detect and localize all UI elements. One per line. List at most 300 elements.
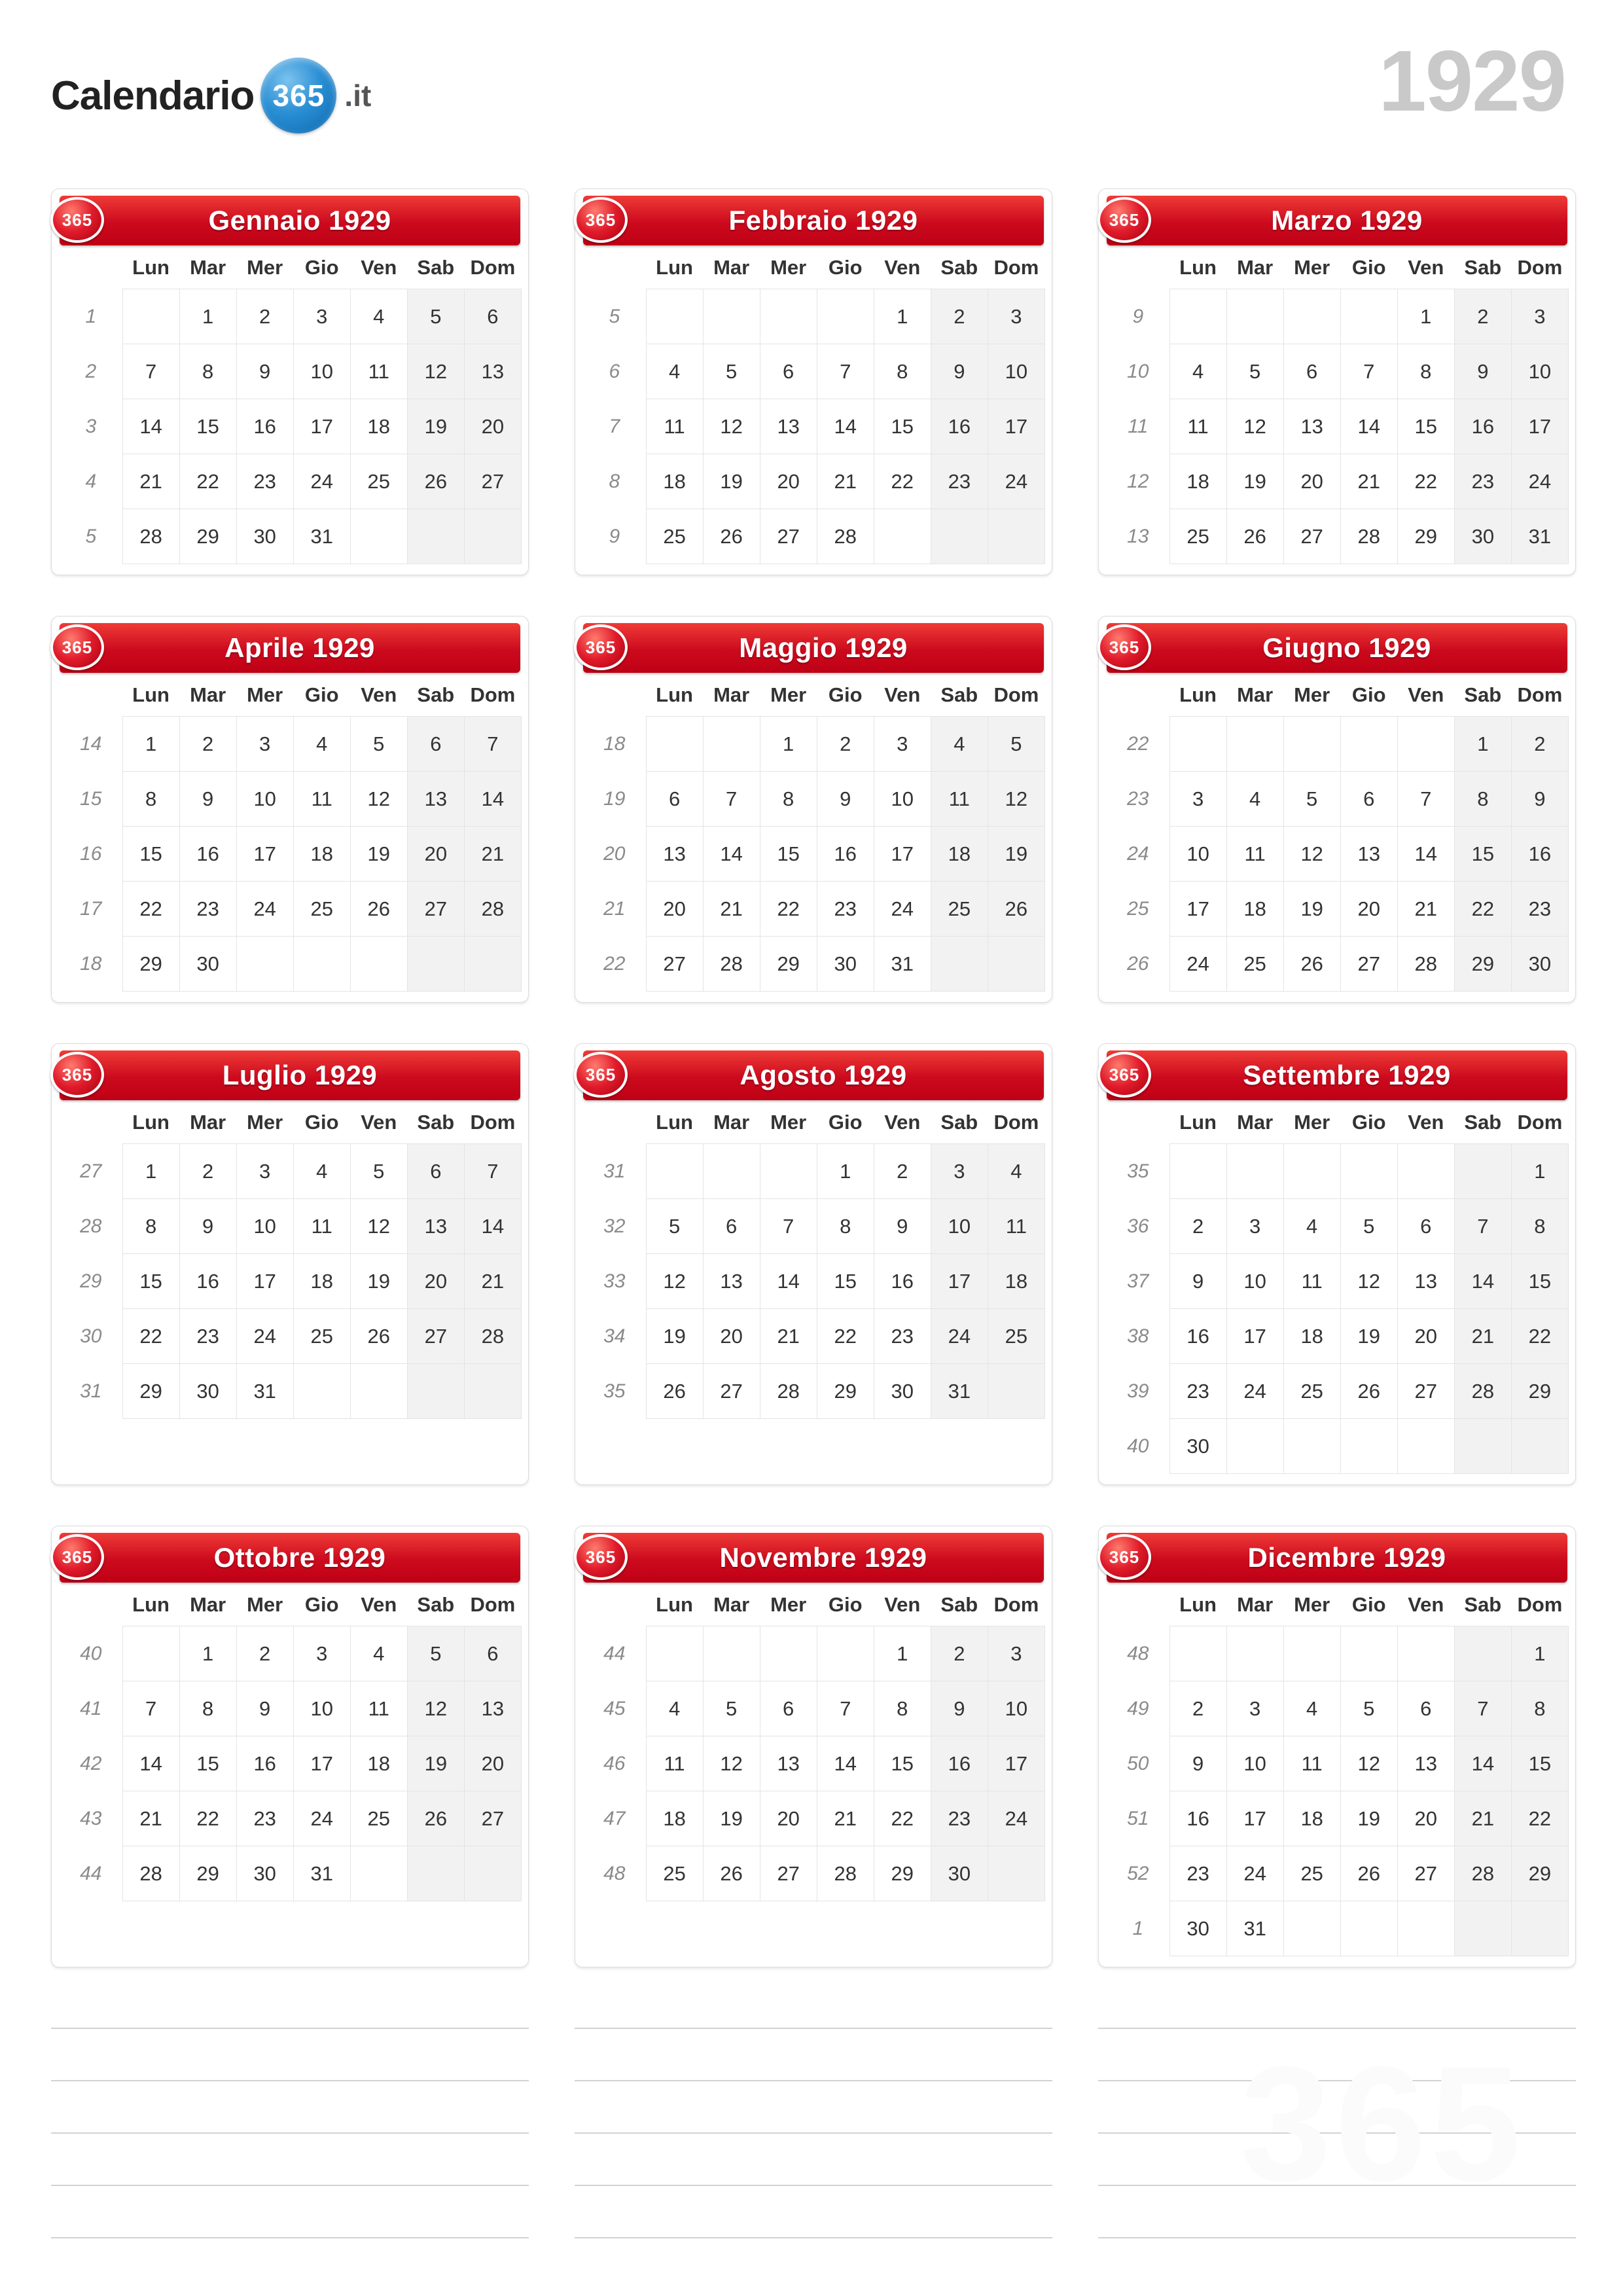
day-cell[interactable]: 12 — [407, 1681, 464, 1736]
day-cell[interactable]: 5 — [1283, 772, 1340, 827]
day-cell[interactable]: 7 — [1454, 1681, 1511, 1736]
day-cell[interactable]: 28 — [1454, 1364, 1511, 1419]
day-cell[interactable]: 3 — [236, 1144, 293, 1199]
day-cell[interactable]: 9 — [236, 1681, 293, 1736]
day-cell[interactable]: 9 — [179, 772, 236, 827]
day-cell[interactable]: 11 — [646, 1736, 703, 1791]
day-cell[interactable]: 5 — [1226, 344, 1283, 399]
day-cell[interactable]: 4 — [350, 289, 407, 344]
day-cell[interactable]: 23 — [1169, 1364, 1226, 1419]
day-cell[interactable]: 8 — [179, 344, 236, 399]
day-cell[interactable]: 20 — [703, 1309, 760, 1364]
day-cell[interactable]: 19 — [646, 1309, 703, 1364]
day-cell[interactable]: 23 — [236, 454, 293, 509]
day-cell[interactable]: 11 — [1283, 1254, 1340, 1309]
notes-line[interactable] — [1098, 2134, 1576, 2186]
day-cell[interactable]: 16 — [179, 1254, 236, 1309]
day-cell[interactable]: 6 — [407, 1144, 464, 1199]
day-cell[interactable]: 21 — [1454, 1309, 1511, 1364]
notes-line[interactable] — [51, 2029, 529, 2081]
day-cell[interactable]: 1 — [760, 717, 817, 772]
day-cell[interactable]: 6 — [760, 344, 817, 399]
day-cell[interactable]: 6 — [646, 772, 703, 827]
day-cell[interactable]: 1 — [179, 289, 236, 344]
day-cell[interactable]: 7 — [122, 344, 179, 399]
day-cell[interactable]: 9 — [817, 772, 874, 827]
day-cell[interactable]: 24 — [1511, 454, 1568, 509]
day-cell[interactable]: 10 — [236, 1199, 293, 1254]
day-cell[interactable]: 1 — [122, 1144, 179, 1199]
day-cell[interactable]: 21 — [1454, 1791, 1511, 1846]
day-cell[interactable]: 16 — [874, 1254, 931, 1309]
day-cell[interactable]: 13 — [1397, 1254, 1454, 1309]
day-cell[interactable]: 25 — [646, 1846, 703, 1901]
day-cell[interactable]: 4 — [1283, 1199, 1340, 1254]
day-cell[interactable]: 27 — [1397, 1846, 1454, 1901]
day-cell[interactable]: 12 — [350, 1199, 407, 1254]
day-cell[interactable]: 1 — [1454, 717, 1511, 772]
day-cell[interactable]: 30 — [817, 937, 874, 992]
day-cell[interactable]: 26 — [1283, 937, 1340, 992]
day-cell[interactable]: 24 — [988, 454, 1044, 509]
day-cell[interactable]: 5 — [988, 717, 1044, 772]
day-cell[interactable]: 30 — [236, 509, 293, 564]
day-cell[interactable]: 29 — [179, 509, 236, 564]
day-cell[interactable]: 15 — [760, 827, 817, 882]
day-cell[interactable]: 22 — [122, 1309, 179, 1364]
day-cell[interactable]: 17 — [1226, 1791, 1283, 1846]
day-cell[interactable]: 6 — [407, 717, 464, 772]
day-cell[interactable]: 15 — [1397, 399, 1454, 454]
day-cell[interactable]: 10 — [293, 1681, 350, 1736]
day-cell[interactable]: 13 — [1340, 827, 1397, 882]
day-cell[interactable]: 26 — [407, 1791, 464, 1846]
day-cell[interactable]: 9 — [236, 344, 293, 399]
day-cell[interactable]: 29 — [1511, 1364, 1568, 1419]
day-cell[interactable]: 15 — [179, 399, 236, 454]
day-cell[interactable]: 28 — [122, 509, 179, 564]
day-cell[interactable]: 7 — [1340, 344, 1397, 399]
day-cell[interactable]: 25 — [293, 882, 350, 937]
day-cell[interactable]: 9 — [1169, 1254, 1226, 1309]
day-cell[interactable]: 5 — [1340, 1199, 1397, 1254]
day-cell[interactable]: 20 — [407, 1254, 464, 1309]
day-cell[interactable]: 11 — [1169, 399, 1226, 454]
day-cell[interactable]: 11 — [1226, 827, 1283, 882]
day-cell[interactable]: 7 — [1454, 1199, 1511, 1254]
day-cell[interactable]: 16 — [1169, 1791, 1226, 1846]
day-cell[interactable]: 20 — [646, 882, 703, 937]
notes-line[interactable] — [575, 1977, 1052, 2029]
day-cell[interactable]: 18 — [931, 827, 988, 882]
day-cell[interactable]: 16 — [931, 399, 988, 454]
day-cell[interactable]: 2 — [179, 717, 236, 772]
day-cell[interactable]: 22 — [179, 1791, 236, 1846]
day-cell[interactable]: 20 — [1340, 882, 1397, 937]
day-cell[interactable]: 19 — [1283, 882, 1340, 937]
day-cell[interactable]: 16 — [236, 1736, 293, 1791]
day-cell[interactable]: 3 — [1169, 772, 1226, 827]
day-cell[interactable]: 20 — [760, 1791, 817, 1846]
day-cell[interactable]: 21 — [1340, 454, 1397, 509]
day-cell[interactable]: 12 — [1226, 399, 1283, 454]
day-cell[interactable]: 4 — [1283, 1681, 1340, 1736]
day-cell[interactable]: 28 — [464, 882, 521, 937]
day-cell[interactable]: 2 — [179, 1144, 236, 1199]
day-cell[interactable]: 17 — [236, 1254, 293, 1309]
day-cell[interactable]: 7 — [464, 1144, 521, 1199]
day-cell[interactable]: 30 — [179, 1364, 236, 1419]
day-cell[interactable]: 5 — [350, 717, 407, 772]
day-cell[interactable]: 25 — [293, 1309, 350, 1364]
day-cell[interactable]: 18 — [350, 1736, 407, 1791]
day-cell[interactable]: 15 — [1511, 1736, 1568, 1791]
notes-line[interactable] — [575, 2081, 1052, 2134]
day-cell[interactable]: 21 — [122, 1791, 179, 1846]
day-cell[interactable]: 8 — [1454, 772, 1511, 827]
day-cell[interactable]: 27 — [464, 1791, 521, 1846]
day-cell[interactable]: 28 — [464, 1309, 521, 1364]
day-cell[interactable]: 22 — [1511, 1791, 1568, 1846]
day-cell[interactable]: 30 — [931, 1846, 988, 1901]
day-cell[interactable]: 18 — [293, 827, 350, 882]
day-cell[interactable]: 4 — [646, 1681, 703, 1736]
day-cell[interactable]: 5 — [350, 1144, 407, 1199]
day-cell[interactable]: 3 — [1511, 289, 1568, 344]
day-cell[interactable]: 31 — [931, 1364, 988, 1419]
day-cell[interactable]: 28 — [1397, 937, 1454, 992]
day-cell[interactable]: 20 — [1397, 1791, 1454, 1846]
day-cell[interactable]: 3 — [1226, 1681, 1283, 1736]
day-cell[interactable]: 4 — [1226, 772, 1283, 827]
day-cell[interactable]: 5 — [703, 344, 760, 399]
day-cell[interactable]: 19 — [1226, 454, 1283, 509]
day-cell[interactable]: 25 — [1226, 937, 1283, 992]
day-cell[interactable]: 13 — [760, 1736, 817, 1791]
day-cell[interactable]: 23 — [1169, 1846, 1226, 1901]
day-cell[interactable]: 1 — [122, 717, 179, 772]
day-cell[interactable]: 26 — [1226, 509, 1283, 564]
day-cell[interactable]: 5 — [407, 289, 464, 344]
day-cell[interactable]: 24 — [931, 1309, 988, 1364]
day-cell[interactable]: 5 — [703, 1681, 760, 1736]
day-cell[interactable]: 6 — [760, 1681, 817, 1736]
day-cell[interactable]: 7 — [1397, 772, 1454, 827]
day-cell[interactable]: 30 — [1511, 937, 1568, 992]
notes-line[interactable] — [1098, 2081, 1576, 2134]
day-cell[interactable]: 14 — [122, 399, 179, 454]
day-cell[interactable]: 18 — [1169, 454, 1226, 509]
day-cell[interactable]: 17 — [988, 1736, 1044, 1791]
day-cell[interactable]: 13 — [464, 344, 521, 399]
day-cell[interactable]: 1 — [1397, 289, 1454, 344]
day-cell[interactable]: 7 — [122, 1681, 179, 1736]
day-cell[interactable]: 7 — [817, 1681, 874, 1736]
day-cell[interactable]: 23 — [236, 1791, 293, 1846]
day-cell[interactable]: 27 — [760, 509, 817, 564]
day-cell[interactable]: 18 — [1283, 1309, 1340, 1364]
day-cell[interactable]: 17 — [236, 827, 293, 882]
day-cell[interactable]: 27 — [1397, 1364, 1454, 1419]
day-cell[interactable]: 3 — [1226, 1199, 1283, 1254]
day-cell[interactable]: 1 — [874, 1626, 931, 1681]
day-cell[interactable]: 27 — [1283, 509, 1340, 564]
day-cell[interactable]: 14 — [703, 827, 760, 882]
day-cell[interactable]: 17 — [874, 827, 931, 882]
day-cell[interactable]: 14 — [1340, 399, 1397, 454]
day-cell[interactable]: 5 — [1340, 1681, 1397, 1736]
day-cell[interactable]: 22 — [760, 882, 817, 937]
day-cell[interactable]: 3 — [874, 717, 931, 772]
day-cell[interactable]: 14 — [1454, 1736, 1511, 1791]
day-cell[interactable]: 13 — [646, 827, 703, 882]
day-cell[interactable]: 11 — [988, 1199, 1044, 1254]
day-cell[interactable]: 21 — [464, 827, 521, 882]
day-cell[interactable]: 21 — [817, 1791, 874, 1846]
day-cell[interactable]: 26 — [350, 882, 407, 937]
day-cell[interactable]: 8 — [179, 1681, 236, 1736]
day-cell[interactable]: 14 — [464, 1199, 521, 1254]
day-cell[interactable]: 3 — [931, 1144, 988, 1199]
day-cell[interactable]: 24 — [1226, 1846, 1283, 1901]
day-cell[interactable]: 8 — [122, 772, 179, 827]
day-cell[interactable]: 22 — [122, 882, 179, 937]
day-cell[interactable]: 24 — [293, 454, 350, 509]
day-cell[interactable]: 31 — [1511, 509, 1568, 564]
day-cell[interactable]: 29 — [1511, 1846, 1568, 1901]
day-cell[interactable]: 7 — [703, 772, 760, 827]
day-cell[interactable]: 20 — [760, 454, 817, 509]
day-cell[interactable]: 5 — [646, 1199, 703, 1254]
day-cell[interactable]: 22 — [817, 1309, 874, 1364]
day-cell[interactable]: 17 — [1226, 1309, 1283, 1364]
day-cell[interactable]: 1 — [1511, 1626, 1568, 1681]
day-cell[interactable]: 16 — [236, 399, 293, 454]
day-cell[interactable]: 18 — [1283, 1791, 1340, 1846]
day-cell[interactable]: 19 — [407, 399, 464, 454]
day-cell[interactable]: 31 — [874, 937, 931, 992]
day-cell[interactable]: 25 — [988, 1309, 1044, 1364]
day-cell[interactable]: 21 — [703, 882, 760, 937]
day-cell[interactable]: 3 — [988, 1626, 1044, 1681]
day-cell[interactable]: 15 — [874, 1736, 931, 1791]
day-cell[interactable]: 16 — [1169, 1309, 1226, 1364]
day-cell[interactable]: 9 — [1511, 772, 1568, 827]
day-cell[interactable]: 18 — [988, 1254, 1044, 1309]
day-cell[interactable]: 18 — [646, 1791, 703, 1846]
day-cell[interactable]: 30 — [1169, 1419, 1226, 1474]
day-cell[interactable]: 23 — [1454, 454, 1511, 509]
day-cell[interactable]: 20 — [407, 827, 464, 882]
day-cell[interactable]: 27 — [760, 1846, 817, 1901]
day-cell[interactable]: 7 — [817, 344, 874, 399]
day-cell[interactable]: 29 — [760, 937, 817, 992]
day-cell[interactable]: 2 — [1169, 1199, 1226, 1254]
day-cell[interactable]: 12 — [1340, 1736, 1397, 1791]
day-cell[interactable]: 6 — [1283, 344, 1340, 399]
day-cell[interactable]: 30 — [179, 937, 236, 992]
day-cell[interactable]: 6 — [703, 1199, 760, 1254]
day-cell[interactable]: 25 — [931, 882, 988, 937]
day-cell[interactable]: 14 — [817, 1736, 874, 1791]
day-cell[interactable]: 15 — [1511, 1254, 1568, 1309]
day-cell[interactable]: 6 — [464, 289, 521, 344]
day-cell[interactable]: 11 — [293, 772, 350, 827]
day-cell[interactable]: 24 — [1169, 937, 1226, 992]
notes-line[interactable] — [575, 2029, 1052, 2081]
day-cell[interactable]: 5 — [407, 1626, 464, 1681]
day-cell[interactable]: 25 — [1169, 509, 1226, 564]
day-cell[interactable]: 12 — [1340, 1254, 1397, 1309]
day-cell[interactable]: 31 — [293, 509, 350, 564]
day-cell[interactable]: 10 — [293, 344, 350, 399]
day-cell[interactable]: 2 — [874, 1144, 931, 1199]
day-cell[interactable]: 25 — [350, 1791, 407, 1846]
day-cell[interactable]: 13 — [464, 1681, 521, 1736]
day-cell[interactable]: 15 — [1454, 827, 1511, 882]
day-cell[interactable]: 21 — [464, 1254, 521, 1309]
day-cell[interactable]: 4 — [293, 717, 350, 772]
day-cell[interactable]: 8 — [1397, 344, 1454, 399]
day-cell[interactable]: 4 — [931, 717, 988, 772]
day-cell[interactable]: 18 — [646, 454, 703, 509]
day-cell[interactable]: 8 — [1511, 1681, 1568, 1736]
day-cell[interactable]: 29 — [1454, 937, 1511, 992]
day-cell[interactable]: 21 — [1397, 882, 1454, 937]
day-cell[interactable]: 18 — [350, 399, 407, 454]
day-cell[interactable]: 13 — [703, 1254, 760, 1309]
notes-line[interactable] — [575, 2134, 1052, 2186]
day-cell[interactable]: 4 — [988, 1144, 1044, 1199]
notes-line[interactable] — [51, 2186, 529, 2238]
day-cell[interactable]: 2 — [236, 1626, 293, 1681]
day-cell[interactable]: 31 — [236, 1364, 293, 1419]
day-cell[interactable]: 30 — [236, 1846, 293, 1901]
day-cell[interactable]: 8 — [874, 344, 931, 399]
day-cell[interactable]: 27 — [407, 1309, 464, 1364]
day-cell[interactable]: 25 — [646, 509, 703, 564]
day-cell[interactable]: 8 — [817, 1199, 874, 1254]
day-cell[interactable]: 17 — [988, 399, 1044, 454]
day-cell[interactable]: 25 — [1283, 1846, 1340, 1901]
day-cell[interactable]: 17 — [293, 1736, 350, 1791]
notes-line[interactable] — [51, 2134, 529, 2186]
day-cell[interactable]: 9 — [179, 1199, 236, 1254]
day-cell[interactable]: 3 — [236, 717, 293, 772]
day-cell[interactable]: 2 — [931, 289, 988, 344]
day-cell[interactable]: 1 — [874, 289, 931, 344]
day-cell[interactable]: 17 — [1511, 399, 1568, 454]
day-cell[interactable]: 11 — [293, 1199, 350, 1254]
day-cell[interactable]: 10 — [1226, 1254, 1283, 1309]
day-cell[interactable]: 6 — [464, 1626, 521, 1681]
day-cell[interactable]: 11 — [646, 399, 703, 454]
day-cell[interactable]: 14 — [760, 1254, 817, 1309]
day-cell[interactable]: 26 — [350, 1309, 407, 1364]
day-cell[interactable]: 13 — [407, 1199, 464, 1254]
day-cell[interactable]: 10 — [988, 1681, 1044, 1736]
day-cell[interactable]: 21 — [817, 454, 874, 509]
day-cell[interactable]: 12 — [988, 772, 1044, 827]
day-cell[interactable]: 26 — [1340, 1846, 1397, 1901]
day-cell[interactable]: 7 — [760, 1199, 817, 1254]
day-cell[interactable]: 31 — [1226, 1901, 1283, 1956]
day-cell[interactable]: 19 — [407, 1736, 464, 1791]
day-cell[interactable]: 26 — [703, 509, 760, 564]
day-cell[interactable]: 12 — [703, 1736, 760, 1791]
day-cell[interactable]: 31 — [293, 1846, 350, 1901]
day-cell[interactable]: 30 — [874, 1364, 931, 1419]
day-cell[interactable]: 11 — [931, 772, 988, 827]
day-cell[interactable]: 10 — [1169, 827, 1226, 882]
day-cell[interactable]: 25 — [1283, 1364, 1340, 1419]
day-cell[interactable]: 10 — [1511, 344, 1568, 399]
notes-line[interactable] — [575, 2186, 1052, 2238]
day-cell[interactable]: 22 — [1511, 1309, 1568, 1364]
day-cell[interactable]: 6 — [1397, 1199, 1454, 1254]
day-cell[interactable]: 29 — [179, 1846, 236, 1901]
day-cell[interactable]: 22 — [1397, 454, 1454, 509]
day-cell[interactable]: 20 — [1283, 454, 1340, 509]
day-cell[interactable]: 16 — [931, 1736, 988, 1791]
day-cell[interactable]: 8 — [1511, 1199, 1568, 1254]
day-cell[interactable]: 21 — [122, 454, 179, 509]
day-cell[interactable]: 22 — [874, 454, 931, 509]
notes-line[interactable] — [1098, 2186, 1576, 2238]
day-cell[interactable]: 24 — [293, 1791, 350, 1846]
day-cell[interactable]: 16 — [179, 827, 236, 882]
day-cell[interactable]: 14 — [464, 772, 521, 827]
day-cell[interactable]: 11 — [350, 344, 407, 399]
day-cell[interactable]: 13 — [1397, 1736, 1454, 1791]
day-cell[interactable]: 4 — [293, 1144, 350, 1199]
day-cell[interactable]: 12 — [407, 344, 464, 399]
day-cell[interactable]: 23 — [1511, 882, 1568, 937]
day-cell[interactable]: 24 — [1226, 1364, 1283, 1419]
day-cell[interactable]: 19 — [703, 1791, 760, 1846]
day-cell[interactable]: 3 — [988, 289, 1044, 344]
day-cell[interactable]: 8 — [874, 1681, 931, 1736]
day-cell[interactable]: 2 — [931, 1626, 988, 1681]
day-cell[interactable]: 28 — [1454, 1846, 1511, 1901]
day-cell[interactable]: 11 — [1283, 1736, 1340, 1791]
day-cell[interactable]: 30 — [1454, 509, 1511, 564]
notes-line[interactable] — [1098, 1977, 1576, 2029]
day-cell[interactable]: 15 — [122, 1254, 179, 1309]
day-cell[interactable]: 23 — [179, 882, 236, 937]
day-cell[interactable]: 23 — [931, 1791, 988, 1846]
day-cell[interactable]: 28 — [1340, 509, 1397, 564]
day-cell[interactable]: 25 — [350, 454, 407, 509]
day-cell[interactable]: 13 — [407, 772, 464, 827]
day-cell[interactable]: 22 — [179, 454, 236, 509]
day-cell[interactable]: 28 — [122, 1846, 179, 1901]
day-cell[interactable]: 27 — [646, 937, 703, 992]
day-cell[interactable]: 29 — [874, 1846, 931, 1901]
day-cell[interactable]: 12 — [646, 1254, 703, 1309]
day-cell[interactable]: 4 — [1169, 344, 1226, 399]
day-cell[interactable]: 20 — [1397, 1309, 1454, 1364]
day-cell[interactable]: 2 — [1511, 717, 1568, 772]
day-cell[interactable]: 13 — [1283, 399, 1340, 454]
day-cell[interactable]: 19 — [1340, 1309, 1397, 1364]
day-cell[interactable]: 16 — [817, 827, 874, 882]
day-cell[interactable]: 26 — [646, 1364, 703, 1419]
day-cell[interactable]: 26 — [1340, 1364, 1397, 1419]
day-cell[interactable]: 29 — [1397, 509, 1454, 564]
day-cell[interactable]: 9 — [1454, 344, 1511, 399]
day-cell[interactable]: 29 — [122, 937, 179, 992]
